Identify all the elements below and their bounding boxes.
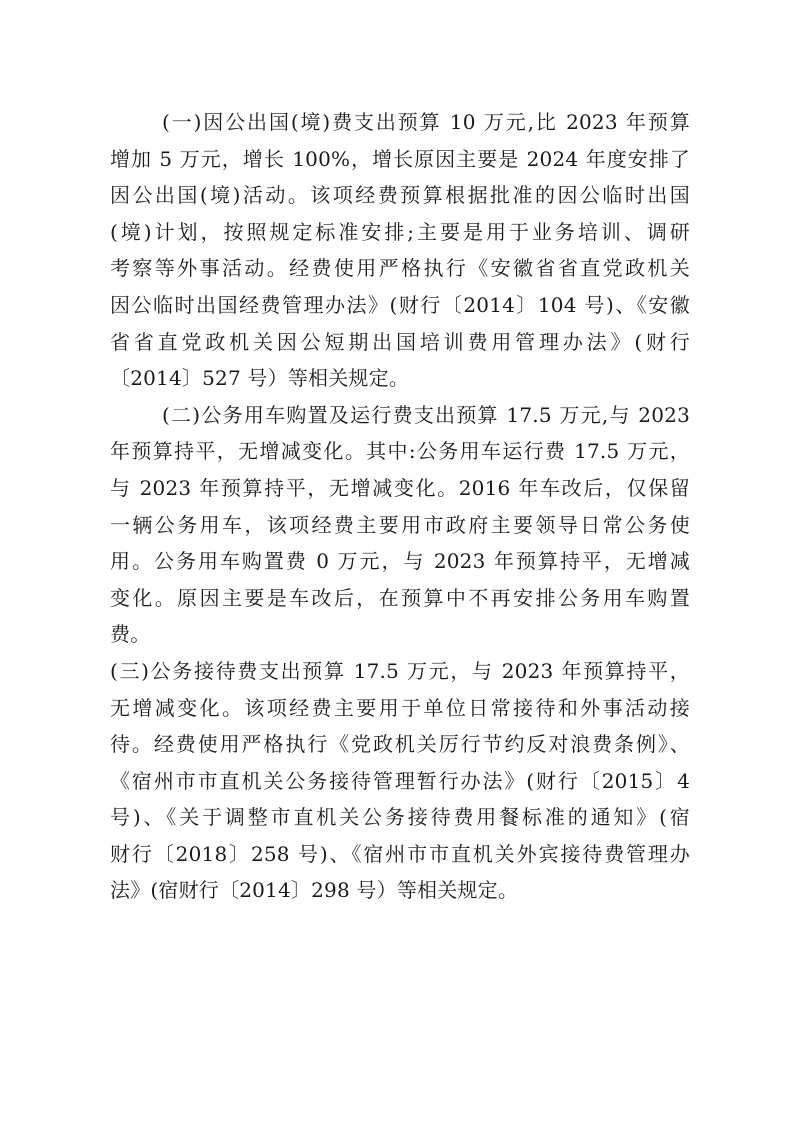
text-line: 无增减变化。该项经费主要用于单位日常接待和外事活动接 [110, 695, 690, 720]
paragraph-outbound-travel [110, 104, 690, 397]
text-line: 省省直党政机关因公短期出国培训费用管理办法》(财行 [110, 329, 690, 354]
text-line: 待。经费使用严格执行《党政机关厉行节约反对浪费条例》、 [110, 732, 690, 757]
text-line: (一)因公出国(境)费支出预算 10 万元,比 2023 年预算 [162, 110, 690, 134]
text-line: 《宿州市市直机关公务接待管理暂行办法》(财行〔2015〕4 [110, 768, 690, 793]
document-body [110, 104, 690, 909]
text-line: (二)公务用车购置及运行费支出预算 17.5 万元,与 2023 [162, 402, 690, 427]
text-line: 考察等外事活动。经费使用严格执行《安徽省省直党政机关 [110, 256, 690, 281]
text-line: 费。 [110, 622, 151, 647]
text-line: (境)计划，按照规定标准安排;主要是用于业务培训、调研 [110, 219, 690, 244]
text-line: 年预算持平，无增减变化。其中:公务用车运行费 17.5 万元， [110, 439, 690, 464]
text-line: 号)、《关于调整市直机关公务接待费用餐标准的通知》(宿 [110, 805, 690, 830]
text-line: 〔2014〕527 号）等相关规定。 [110, 366, 410, 391]
text-line: 因公临时出国经费管理办法》(财行〔2014〕104 号)、《安徽 [110, 292, 690, 317]
text-line: 法》(宿财行〔2014〕298 号）等相关规定。 [110, 878, 519, 903]
text-line: 变化。原因主要是车改后，在预算中不再安排公务用车购置 [110, 585, 690, 610]
text-line: 增加 5 万元，增长 100%，增长原因主要是 2024 年度安排了 [110, 146, 690, 171]
text-line: 一辆公务用车，该项经费主要用市政府主要领导日常公务使 [110, 512, 690, 537]
text-line: (三)公务接待费支出预算 17.5 万元，与 2023 年预算持平， [110, 658, 690, 683]
text-line: 财行〔2018〕258 号)、《宿州市市直机关外宾接待费管理办 [110, 841, 690, 866]
text-line: 与 2023 年预算持平，无增减变化。2016 年车改后，仅保留 [110, 475, 690, 500]
text-line: 因公出国(境)活动。该项经费预算根据批准的因公临时出国 [110, 183, 690, 208]
text-line: 用。公务用车购置费 0 万元，与 2023 年预算持平，无增减 [110, 549, 690, 574]
paragraph-official-reception [110, 653, 690, 909]
paragraph-official-vehicles [110, 397, 690, 653]
